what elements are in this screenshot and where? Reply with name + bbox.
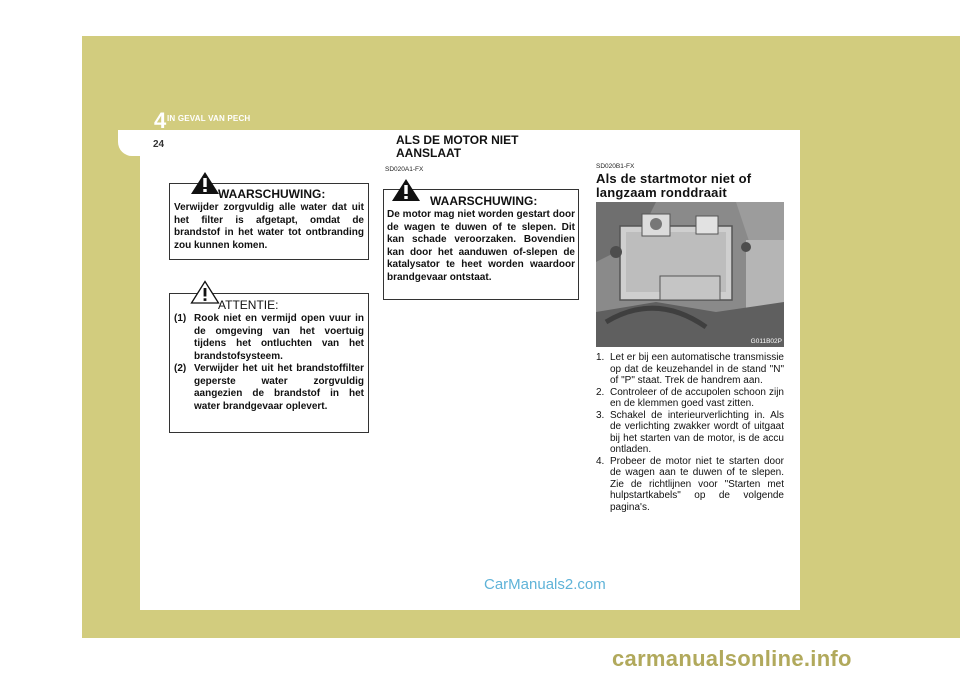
page-number: 24 [153,139,165,150]
instruction-list [596,352,784,513]
warning-icon [190,171,220,195]
step-text: Probeer de motor niet te starten door de wagen aan te duwen of te slepen. Zie de richtlijnen voor "Starten met hulpstartkabels" op de volgende pagina's. [610,455,784,513]
attention-item-number: (2) [174,363,187,374]
list-item [596,352,784,387]
attention-item-text: Verwijder het uit het brandstoffilter geperste water zorgvuldig aangezien de brandstof in het water brandgevaar oplevert. [194,363,364,412]
attention-title: ATTENTIE: [218,298,279,312]
chapter-title: IN GEVAL VAN PECH [167,114,251,123]
list-item [596,410,784,456]
step-text: Schakel de interieurverlichting in. Als de verlichting zwakker wordt of uitgaat bij het starten van de motor, is de accu ontladen. [610,409,784,455]
step-number: 1. [596,352,605,363]
section-title: ALS DE MOTOR NIET AANSLAAT [396,133,519,160]
list-item [596,456,784,514]
battery-photo [596,202,784,347]
section-code-right: SD020B1-FX [596,163,635,170]
warning-body: De motor mag niet worden gestart door de wagen te duwen of te slepen. Dit kan schade veroorzaken. Bovendien kan door het aanduwen of-slepen de katalysator te heet worden waardoor brandgevaar ontstaat. [387,209,575,283]
subsection-title: Als de startmotor niet of langzaam ronddraait [596,171,752,200]
warning-title: WAARSCHUWING: [430,194,538,208]
attention-item-text: Rook niet en vermijd open vuur in de omgeving van het voertuig tijdens het ontluchten van het brandstofsysteem. [194,313,364,362]
attention-list [174,313,364,413]
watermark-carmanualsonline[interactable]: carmanualsonline.info [612,646,852,671]
attention-item [174,363,364,413]
step-number: 2. [596,386,605,398]
photo-code: G011B02P [750,338,782,345]
caution-icon [190,280,220,304]
attention-item [174,313,364,363]
warning-title: WAARSCHUWING: [218,187,326,201]
page-number-tab [118,130,180,156]
warning-box-middle [383,189,579,300]
attention-box [169,293,369,433]
watermark-carmanuals[interactable]: CarManuals2.com [484,576,606,593]
warning-icon [391,178,421,202]
step-number: 3. [596,409,605,421]
step-text: Controleer of de accupolen schoon zijn en de klemmen goed vast zitten. [610,386,784,409]
warning-box-left [169,183,369,260]
step-text: Let er bij een automatische transmissie op dat de keuzehandel in de stand "N" of "P" staat. Trek de handrem aan. [610,352,784,386]
attention-item-number: (1) [174,313,187,324]
list-item [596,387,784,410]
warning-body: Verwijder zorgvuldig alle water dat uit het filter is afgetapt, omdat de brandstof in het water tot ontbranding zou kunnen komen. [174,202,364,251]
section-code-middle: SD020A1-FX [385,166,424,173]
engine-bay-illustration [596,202,784,347]
chapter-number: 4 [154,108,167,133]
step-number: 4. [596,455,605,467]
